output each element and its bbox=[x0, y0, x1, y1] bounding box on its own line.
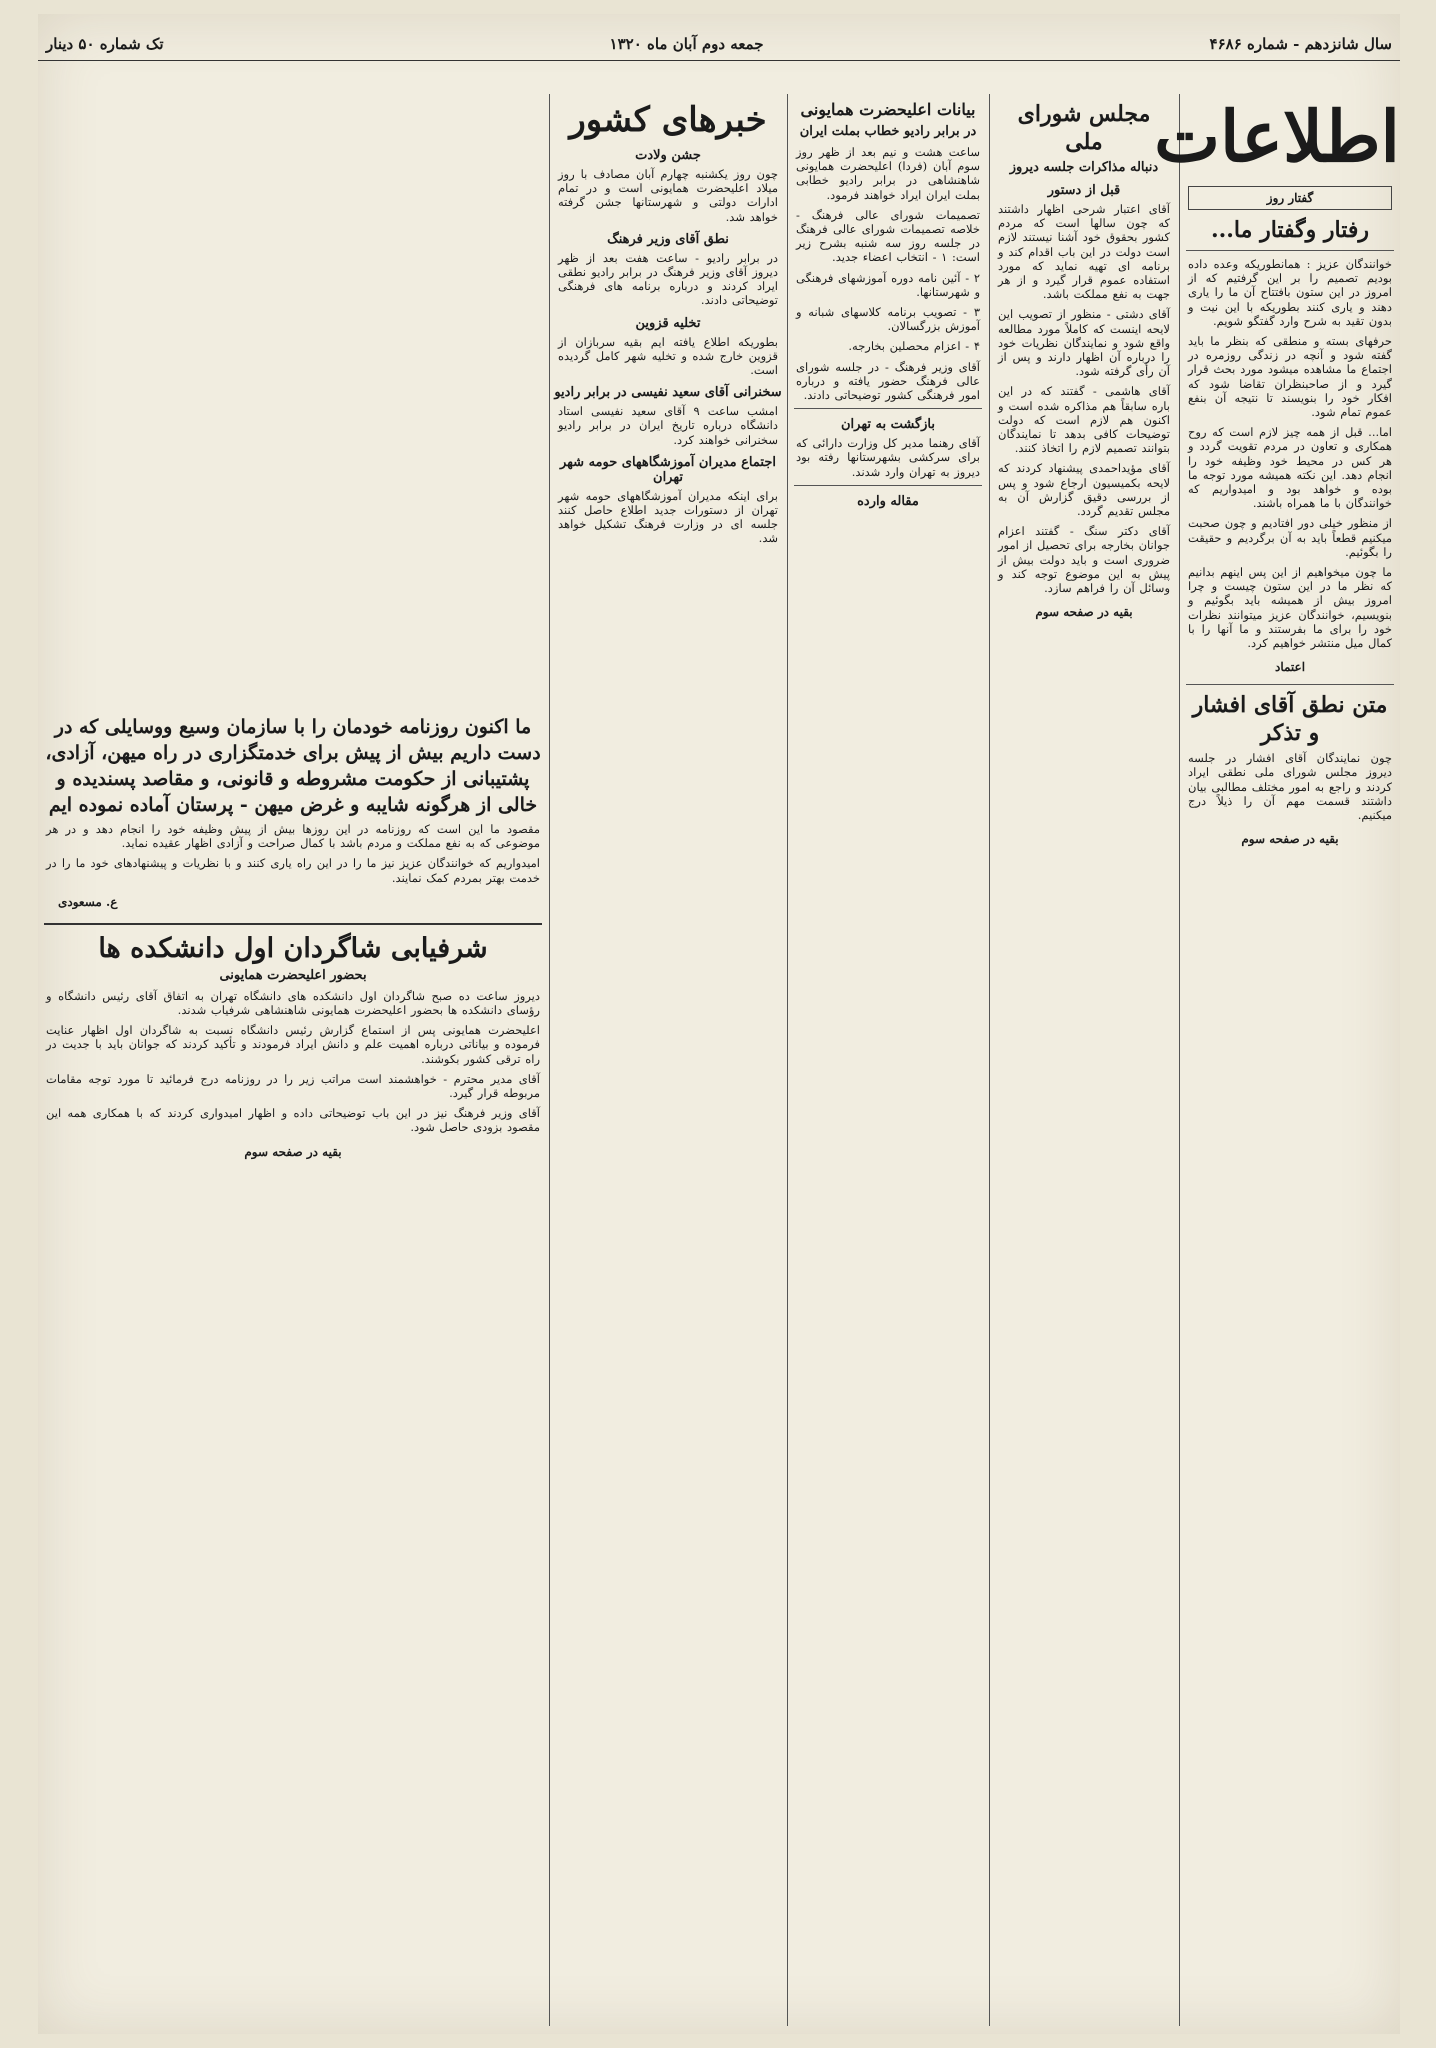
news-item-title: اجتماع مدیران آموزشگاههای حومه شهر تهران bbox=[560, 454, 776, 485]
column-royal-speech bbox=[787, 94, 988, 2026]
price-line: تک شماره ۵۰ دینار bbox=[46, 35, 164, 53]
parliament-paragraph: آقای دکتر سنگ - گفتند اعزام جوانان بخارجه برای تحصیل از امور ضروری است و باید دولت بیش از پیش به این موضوع توجه کند و وسائل آن را فراهم سازد. bbox=[998, 524, 1170, 596]
parliament-headline: مجلس شورای ملی bbox=[1017, 101, 1151, 155]
afshar-speech-paragraph: چون نمایندگان آقای افشار در جلسه دیروز مجلس شورای ملی نطقی ایراد کردند و راجع به امور مختلف مطالبی بیان داشتند قسمت مهم آن را ذیلاً درج میکنیم. bbox=[1188, 751, 1392, 823]
issue-strip bbox=[46, 32, 1392, 56]
column-editorial bbox=[1154, 94, 1400, 2026]
students-audience-sub: بحضور اعلیحضرت همایونی bbox=[219, 967, 367, 983]
parliament-paragraph: آقای دشتی - منظور از تصویب این لایحه اینست که کاملاً مورد مطالعه واقع شود و نمایندگان نظریات خود را درباره آن اظهار دارند و پس از آن رأی گرفته شود. bbox=[998, 307, 1170, 379]
editorial-paragraph: حرفهای بسته و منطقی که بنظر ما باید گفته شود و آنچه در زندگی روزمره در اجتماع ما مشاهده میشود مورد بحث قرار گیرد و از صاحبنظران تقاضا شود که افکار خود را بنویسند تا نتیجه آن بنفع عموم تمام شود. bbox=[1188, 334, 1392, 420]
issue-line: سال شانزدهم - شماره ۴۶۸۶ bbox=[1209, 35, 1392, 53]
divider bbox=[794, 485, 982, 486]
statement-headline: ما اکنون روزنامه خودمان را با سازمان وسیع ووسایلی که در دست داریم بیش از پیش برای خدمتگزاری در راه میهن، آزادی، پشتیبانی از حکومت مشروطه و قانونی، و مقاصد پسندیده و خالی از هرگونه شایبه و غرض میهن - پرستان آماده نموده ایم bbox=[45, 716, 541, 816]
statement-signature: ع. مسعودی bbox=[58, 894, 118, 909]
royal-speech-sub: در برابر رادیو خطاب بملت ایران bbox=[799, 124, 977, 139]
parliament-paragraph: آقای هاشمی - گفتند که در این باره سابقاً هم مذاکره شده است و اکنون هم لازم است که دولت توضیحات کافی بدهد تا نمایندگان بتوانند تصمیم لازم را اتخاذ کنند. bbox=[998, 384, 1170, 456]
students-audience-headline: شرفیابی شاگردان اول دانشکده ها bbox=[44, 923, 542, 964]
news-item-text: در برابر رادیو - ساعت هفت بعد از ظهر دیروز آقای وزیر فرهنگ در برابر رادیو نطقی ایراد کردند و درباره برنامه های فرهنگی توضیحاتی دادند. bbox=[558, 250, 778, 308]
parliament-kicker: قبل از دستور bbox=[1047, 183, 1121, 198]
newspaper-page bbox=[38, 14, 1400, 2034]
editorial-paragraph: خوانندگان عزیز : همانطوریکه وعده داده بودیم تصمیم را بر این گرفتیم که از امروز در این ستون بافتتاح آن ما را یاری دهند و یاری کنند بطوریکه با این نیت و بدون تقید به شرح وارد گفتگو شویم. bbox=[1188, 257, 1392, 328]
students-audience-paragraph: آقای وزیر فرهنگ نیز در این باب توضیحاتی داده و اظهار امیدواری کردند که با همکاری همه این مقصود بزودی حاصل شود. bbox=[46, 1106, 540, 1135]
culture-council-paragraph: آقای وزیر فرهنگ - در جلسه شورای عالی فرهنگ حضور یافته و درباره امور فرهنگی کشور توضیحاتی دادند. bbox=[796, 359, 980, 403]
masthead-title: اطلاعات bbox=[1154, 95, 1400, 178]
divider bbox=[1186, 684, 1394, 685]
culture-council-paragraph: تصمیمات شورای عالی فرهنگ - خلاصه تصمیمات شورای عالی فرهنگ در جلسه روز سه شنبه بشرح زیر است: ۱ - انتخاب اعضاء جدید. bbox=[796, 207, 980, 265]
statement-paragraph: امیدواریم که خوانندگان عزیز نیز ما را در این راه یاری کنند و با نظریات و پیشنهادهای خود ما را در خدمت بهتر بمردم کمک نمایند. bbox=[46, 856, 540, 885]
continued-note: بقیه در صفحه سوم bbox=[1035, 605, 1133, 620]
letter-heading: مقاله وارده bbox=[857, 493, 919, 509]
students-audience-paragraph: آقای مدیر محترم - خواهشمند است مراتب زیر را در روزنامه درج فرمائید تا مورد توجه مقامات مربوطه قرار گیرد. bbox=[46, 1071, 540, 1101]
statement-paragraph: مقصود ما این است که روزنامه در این روزها بیش از پیش وظیفه خود را انجام دهد و در هر موضوعی که به نفع مملکت و مردم باشد با کمال صراحت و آزادی اظهار عقیده نماید. bbox=[46, 822, 540, 851]
divider bbox=[1186, 250, 1394, 251]
return-box-text: آقای رهنما مدیر کل وزارت دارائی که برای سرکشی بشهرستانها رفته بود دیروز به تهران وارد شدند. bbox=[796, 436, 980, 479]
royal-speech-paragraph: ساعت هشت و نیم بعد از ظهر روز سوم آبان (فردا) اعلیحضرت همایونی شاهنشاهی در برابر رادیو خطابی بملت ایران ایراد خواهند فرمود. bbox=[796, 145, 980, 202]
students-audience-paragraph: اعلیحضرت همایونی پس از استماع گزارش رئیس دانشگاه نسبت به شاگردان اول اظهار عنایت فرموده و بیاناتی درباره اهمیت علم و دانش ایراد فرمودند و تأکید کردند که جوانان باید با جدیت در راه ترقی کشور بکوشند. bbox=[46, 1023, 540, 1066]
header-rule bbox=[38, 60, 1400, 61]
parliament-paragraph: آقای مؤیداحمدی پیشنهاد کردند که لایحه بکمیسیون ارجاع شود و پس از بررسی دقیق گزارش آن به مجلس تقدیم گردد. bbox=[998, 461, 1170, 519]
divider bbox=[794, 408, 982, 409]
royal-speech-title: بیانات اعلیحضرت همایونی bbox=[800, 100, 976, 119]
return-box-title: بازگشت به تهران bbox=[841, 417, 935, 433]
parliament-subheading: دنباله مذاکرات جلسه دیروز bbox=[1009, 160, 1159, 175]
date-line: جمعه دوم آبان ماه ۱۳۲۰ bbox=[609, 35, 764, 53]
news-item-text: برای اینکه مدیران آموزشگاههای حومه شهر تهران از دستورات جدید اطلاع حاصل کنند جلسه ای در وزارت فرهنگ تشکیل خواهد شد. bbox=[558, 488, 778, 546]
culture-council-paragraph: ۴ - اعزام محصلین بخارجه. bbox=[848, 339, 980, 354]
afshar-speech-headline: متن نطق آقای افشار و تذکر bbox=[1192, 692, 1388, 747]
editorial-paragraph: اما... قبل از همه چیز لازم است که روح همکاری و تعاون در مردم تقویت گردد و هر کس در محیط خود وظیفه خود را انجام دهد. این نکته همیشه مورد توجه ما بوده و خواهد بود و امیدواریم که خوانندگان با ما همراه باشند. bbox=[1188, 425, 1392, 511]
news-item-title: نطق آقای وزیر فرهنگ bbox=[607, 231, 729, 247]
culture-council-paragraph: ۲ - آئین نامه دوره آموزشهای فرهنگی و شهرستانها. bbox=[796, 270, 980, 299]
column-national-news bbox=[549, 94, 786, 2026]
continued-note: بقیه در صفحه سوم bbox=[244, 1144, 342, 1159]
news-item-text: چون روز یکشنبه چهارم آبان مصادف با روز میلاد اعلیحضرت همایونی است و در تمام ادارات دولتی و شهرستانها جشن گرفته خواهد شد. bbox=[558, 167, 778, 224]
culture-council-paragraph: ۳ - تصویب برنامه کلاسهای شبانه و آموزش بزرگسالان. bbox=[796, 305, 980, 334]
continued-note: بقیه در صفحه سوم bbox=[1241, 832, 1339, 847]
column-left-wide bbox=[38, 94, 548, 2026]
news-item-text: امشب ساعت ۹ آقای سعید نفیسی استاد دانشگاه درباره تاریخ ایران در برابر رادیو سخنرانی خواهند کرد. bbox=[558, 404, 778, 447]
editorial-paragraph: ما چون میخواهیم از این پس اینهم بدانیم که نظر ما در این ستون چیست و چرا امروز بیش از همیشه باید بگوئیم و بنویسیم، خوانندگان عزیز میتوانند نظرات خود را برای ما بفرستند و ما آنها را با کمال میل منتشر خواهیم کرد. bbox=[1188, 565, 1392, 651]
news-item-title: تخلیه قزوین bbox=[635, 315, 701, 331]
national-news-headline: خبرهای کشور bbox=[569, 100, 767, 140]
editorial-end-mark: اعتماد bbox=[1274, 660, 1306, 675]
parliament-paragraph: آقای اعتبار شرحی اظهار داشتند که چون سالها است که مردم کشور بحقوق خود آشنا نیستند لازم است دولت در این باب اقدام کند و برنامه ای تهیه نماید که مورد استفاده عموم قرار گیرد و از هر جهت به نفع مملکت باشد. bbox=[998, 202, 1170, 302]
news-item-title: جشن ولادت bbox=[635, 148, 701, 163]
column-label: گفتار روز bbox=[1188, 186, 1392, 210]
news-item-text: بطوریکه اطلاع یافته ایم بقیه سربازان از قزوین خارج شده و تخلیه شهر کامل گردیده است. bbox=[558, 334, 778, 378]
students-audience-paragraph: دیروز ساعت ده صبح شاگردان اول دانشکده های دانشگاه تهران به اتفاق آقای رئیس دانشگاه و رؤسای دانشکده ها بحضور اعلیحضرت همایونی شاهنشاهی شرفیاب شدند. bbox=[46, 988, 540, 1018]
news-item-title: سخنرانی آقای سعید نفیسی در برابر رادیو bbox=[554, 385, 782, 401]
editorial-paragraph: از منظور خیلی دور افتادیم و چون صحبت میکنیم قطعاً باید به آن برگردیم و حقیقت را بگوئیم. bbox=[1188, 516, 1392, 559]
editorial-headline: رفتار وگفتار ما... bbox=[1210, 217, 1370, 243]
column-parliament bbox=[989, 94, 1178, 2026]
